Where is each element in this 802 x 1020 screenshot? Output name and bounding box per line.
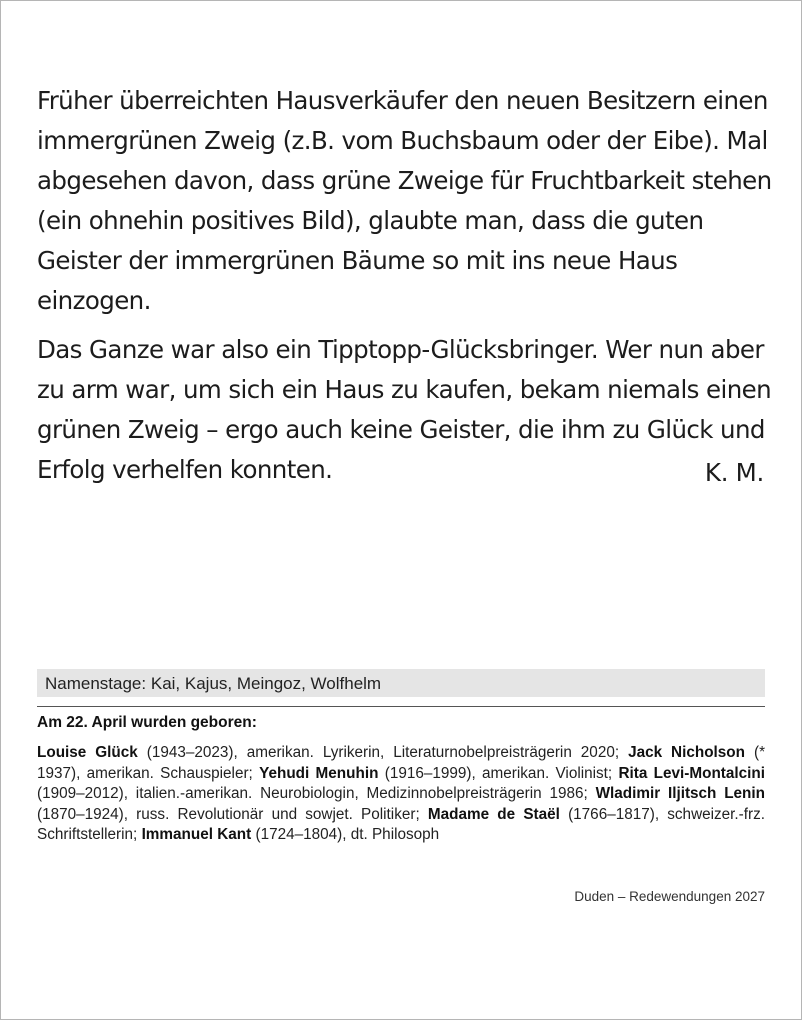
birth-details: (* 1937), amerikan. Schauspieler; (37, 744, 766, 782)
namenstage-names: Kai, Kajus, Meingoz, Wolfhelm (150, 674, 382, 693)
birth-entry (37, 744, 619, 761)
section-divider (37, 706, 765, 707)
birth-entry (259, 765, 612, 782)
namenstage-bar (37, 669, 765, 697)
namenstage-label: Namenstage: (45, 674, 147, 693)
birth-details: (1943–2023), amerikan. Lyrikerin, Literaturnobelpreisträgerin 2020; (146, 744, 620, 761)
footer-source: Duden – Redewendungen 2027 (574, 889, 765, 904)
birth-name: Immanuel Kant (141, 826, 252, 843)
birth-name: Madame de Staël (427, 805, 560, 823)
birth-name: Louise Glück (37, 744, 138, 761)
birth-details: (1870–1924), russ. Revolutionär und sowjet. Politiker; (37, 805, 420, 823)
birth-entry (142, 826, 440, 843)
article-paragraph-2: Das Ganze war also ein Tipptopp-Glücksbringer. Wer nun aber zu arm war, um sich ein Haus zu kaufen, bekam niemals einen grünen Zweig – ergo auch keine Geister, die ihm zu Glück und Erfolg verhelfen konnten. (37, 335, 772, 484)
births-heading: Am 22. April wurden geboren: (37, 714, 257, 731)
author-initials: K. M. (704, 458, 764, 487)
birth-name: Jack Nicholson (628, 744, 745, 761)
article-body (37, 81, 772, 499)
article-paragraph-1: Früher überreichten Hausverkäufer den neuen Besitzern einen immergrünen Zweig (z.B. vom Buchsbaum oder der Eibe). Mal abgesehen davon, dass grüne Zweige für Fruchtbarkeit stehen (ein ohnehin positives Bild), glaubte man, dass die guten Geister der immergrünen Bäume so mit ins neue Haus einzogen. (37, 86, 772, 315)
births-list (37, 743, 765, 846)
birth-details: (1909–2012), italien.-amerikan. Neurobiologin, Medizinnobelpreisträgerin 1986; (37, 785, 588, 802)
birth-details: (1724–1804), dt. Philosoph (255, 826, 440, 843)
birth-details: (1766–1817), schweizer.-frz. Schriftstellerin; (37, 805, 766, 843)
birth-details: (1916–1999), amerikan. Violinist; (384, 764, 613, 782)
birth-name: Yehudi Menuhin (259, 764, 379, 782)
birth-name: Rita Levi-Montalcini (618, 764, 766, 782)
birth-name: Wladimir Iljitsch Lenin (595, 785, 765, 802)
